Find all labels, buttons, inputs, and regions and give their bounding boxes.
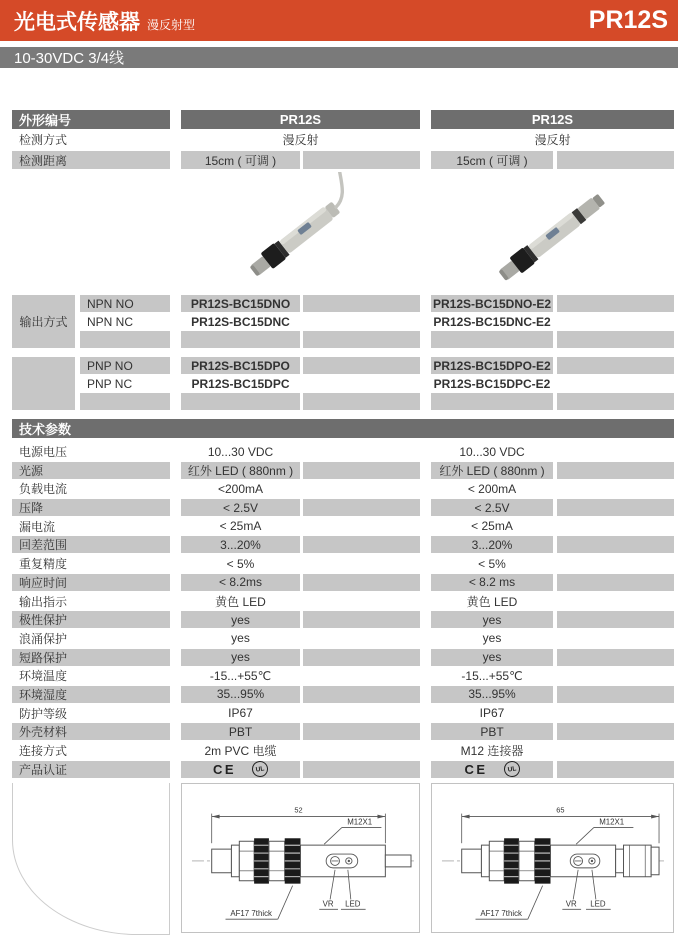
spacer-cell (303, 357, 420, 374)
rounded-corner-panel (12, 783, 170, 935)
tech-params-title: 技术参数 (12, 419, 674, 438)
tech-value-col1: 黄色 LED (215, 594, 266, 609)
svg-text:VR: VR (565, 899, 577, 909)
spacer-cell (557, 331, 674, 348)
tech-value-col2: 3...20% (431, 536, 553, 553)
tech-row-connection (12, 742, 674, 761)
tech-value-col2: yes (482, 631, 502, 646)
output-mode-label: 输出方式 (12, 295, 75, 348)
tech-value-col1: PBT (181, 723, 300, 740)
output-type-pnp-no: PNP NO (80, 357, 170, 374)
tech-label: 输出指示 (19, 594, 68, 609)
output-type-npn-no: NPN NO (80, 295, 170, 312)
tech-value-col1: 红外 LED ( 880nm ) (181, 462, 300, 479)
spacer-cell (303, 611, 420, 628)
tech-label: 短路保护 (12, 649, 170, 666)
ce-mark-icon: CE (464, 761, 488, 777)
spacer-cell (303, 649, 420, 666)
tech-label: 响应时间 (12, 574, 170, 591)
spacer-cell (181, 331, 300, 348)
tech-value-col1: <200mA (217, 481, 264, 496)
spacer-cell (303, 331, 420, 348)
tech-value-col2: < 8.2 ms (431, 574, 553, 591)
spacer-cell (557, 499, 674, 516)
svg-text:AF17 7thick: AF17 7thick (480, 909, 522, 919)
svg-text:LED: LED (345, 899, 361, 909)
tech-row-surge-protection (12, 630, 674, 649)
voltage-bar (0, 47, 678, 68)
ul-mark-icon: UL (251, 760, 269, 778)
tech-value-col1: < 8.2ms (181, 574, 300, 591)
spacer-cell (557, 151, 674, 169)
tech-row-hysteresis (12, 536, 674, 555)
detection-distance-col1: 15cm ( 可调 ) (181, 151, 300, 169)
output-pnp-group (12, 357, 674, 410)
tech-row-certification (12, 761, 674, 780)
model-npn-no-col1: PR12S-BC15DNO (181, 295, 300, 312)
ce-mark-icon: CE (212, 761, 237, 777)
tech-row-protection-rating (12, 705, 674, 724)
tech-value-col2: IP67 (479, 706, 505, 721)
spacer-cell (303, 499, 420, 516)
model-pnp-no-col2: PR12S-BC15DPO-E2 (431, 357, 553, 374)
tech-row-voltage-drop (12, 499, 674, 518)
output-mode-label-empty (12, 357, 75, 410)
spacer-cell (303, 723, 420, 740)
spacer-cell (80, 331, 170, 348)
spacer-cell (557, 536, 674, 553)
sensor-photo-cable-image (211, 172, 391, 292)
spacer-cell (303, 536, 420, 553)
tech-label: 负载电流 (19, 482, 68, 497)
tech-value-col2: yes (431, 611, 553, 628)
svg-text:AF17 7thick: AF17 7thick (230, 909, 272, 919)
tech-value-col1: < 5% (226, 556, 255, 571)
tech-params-table (0, 443, 678, 779)
tech-label: 压降 (12, 499, 170, 516)
spacer-cell (431, 393, 553, 410)
table-header-row (12, 110, 674, 128)
model-pnp-no-col1: PR12S-BC15DPO (181, 357, 300, 374)
tech-label: 浪涌保护 (19, 631, 68, 646)
output-type-pnp-nc: PNP NC (87, 376, 133, 391)
tech-row-housing-material (12, 723, 674, 742)
tech-value-col2: 35...95% (431, 686, 553, 703)
detection-distance-col2: 15cm ( 可调 ) (431, 151, 553, 169)
tech-row-response-time (12, 574, 674, 593)
detection-distance-label: 检测距离 (12, 151, 170, 169)
spacer-cell (303, 761, 420, 778)
spacer-cell (303, 393, 420, 410)
spacer-cell (557, 574, 674, 591)
spacer-cell (557, 357, 674, 374)
tech-row-light-source (12, 462, 674, 481)
output-type-npn-nc: NPN NC (87, 314, 134, 329)
tech-label: 重复精度 (19, 557, 68, 572)
svg-text:M12X1: M12X1 (599, 817, 625, 827)
product-photo-row (12, 169, 674, 295)
product-photo-connector (431, 169, 674, 295)
tech-value-col2: < 5% (478, 556, 506, 571)
tech-row-power (12, 443, 674, 462)
spacer-cell (557, 462, 674, 479)
spacer-cell (303, 462, 420, 479)
tech-label: 产品认证 (12, 761, 170, 778)
spacer-cell (303, 151, 420, 169)
model-npn-nc-col1: PR12S-BC15DNC (191, 314, 290, 329)
tech-row-ambient-humidity (12, 686, 674, 705)
ul-mark-icon: UL (502, 760, 520, 778)
tech-value-col1: -15...+55℃ (209, 668, 272, 683)
tech-value-col2: 10...30 VDC (459, 444, 525, 459)
tech-label: 回差范围 (12, 536, 170, 553)
tech-row-polarity-protection (12, 611, 674, 630)
page-title: 光电式传感器 (14, 10, 140, 34)
column-header-2: PR12S (431, 110, 674, 129)
tech-value-col2: PBT (431, 723, 553, 740)
drawing-row (12, 783, 674, 935)
spacer-cell (303, 295, 420, 312)
tech-value-col2: yes (431, 649, 553, 666)
model-npn-nc-col2: PR12S-BC15DNC-E2 (433, 314, 551, 329)
spacer-cell (557, 649, 674, 666)
tech-value-col2: < 200mA (467, 481, 517, 496)
voltage-bar-label: 10-30VDC 3/4线 (14, 50, 125, 67)
tech-row-ambient-temperature (12, 667, 674, 686)
tech-value-col1: yes (181, 649, 300, 666)
tech-label: 环境湿度 (12, 686, 170, 703)
tech-label: 环境温度 (19, 669, 68, 684)
spacer-cell (557, 686, 674, 703)
tech-row-leakage (12, 518, 674, 537)
svg-text:M12X1: M12X1 (347, 817, 373, 827)
detection-distance-row (12, 151, 674, 169)
cert-icons-col2 (431, 761, 553, 778)
tech-value-col2: 红外 LED ( 880nm ) (431, 462, 553, 479)
detection-mode-row (12, 128, 674, 151)
tech-value-col1: < 2.5V (181, 499, 300, 516)
model-pnp-nc-col1: PR12S-BC15DPC (191, 376, 290, 391)
svg-text:65: 65 (556, 805, 565, 815)
detection-mode-col2: 漫反射 (534, 133, 571, 147)
tech-label: 光源 (12, 462, 170, 479)
tech-value-col1: 10...30 VDC (207, 444, 274, 459)
tech-value-col2: < 2.5V (431, 499, 553, 516)
tech-value-col2: < 25mA (471, 519, 513, 534)
tech-row-load-current (12, 480, 674, 499)
dimension-drawing-cable-image (182, 784, 419, 932)
model-name: PR12S (588, 6, 668, 34)
tech-value-col1: 2m PVC 电缆 (204, 744, 277, 758)
tech-label: 连接方式 (19, 744, 68, 758)
corner-header: 外形编号 (12, 110, 170, 129)
dimension-drawing-cable (181, 783, 420, 933)
tech-label: 漏电流 (19, 519, 56, 534)
product-photo-cable (181, 169, 420, 295)
tech-row-output-indicator (12, 593, 674, 612)
tech-value-col1: 3...20% (181, 536, 300, 553)
spacer-cell (557, 611, 674, 628)
tech-label: 外壳材料 (12, 723, 170, 740)
svg-text:LED: LED (590, 899, 606, 909)
tech-label: 极性保护 (12, 611, 170, 628)
spacer-cell (557, 295, 674, 312)
spacer-cell (557, 393, 674, 410)
spacer-cell (303, 574, 420, 591)
tech-row-repeatability (12, 555, 674, 574)
tech-label: 电源电压 (19, 445, 68, 459)
tech-row-short-circuit-protection (12, 649, 674, 668)
tech-value-col1: yes (181, 611, 300, 628)
tech-value-col2: M12 连接器 (460, 744, 524, 758)
tech-value-col2: -15...+55℃ (461, 668, 523, 683)
model-pnp-nc-col2: PR12S-BC15DPC-E2 (433, 376, 551, 391)
page-header (0, 0, 678, 41)
tech-value-col1: < 25mA (219, 519, 262, 534)
output-npn-group (12, 295, 674, 348)
dimension-drawing-connector-image (432, 784, 669, 932)
svg-text:52: 52 (294, 805, 303, 815)
spacer-cell (80, 393, 170, 410)
svg-text:VR: VR (322, 899, 334, 909)
page-subtitle: 漫反射型 (147, 17, 196, 32)
cert-icons-col1 (181, 761, 300, 778)
sensor-photo-connector-image (463, 172, 643, 292)
tech-value-col2: 黄色 LED (466, 594, 518, 609)
tech-value-col1: IP67 (228, 706, 253, 721)
spacer-cell (557, 723, 674, 740)
tech-params-header (12, 419, 674, 438)
spacer-cell (431, 331, 553, 348)
dimension-drawing-connector (431, 783, 674, 933)
detection-mode-label: 检测方式 (19, 133, 68, 147)
tech-label: 防护等级 (19, 706, 68, 721)
model-npn-no-col2: PR12S-BC15DNO-E2 (432, 296, 552, 311)
tech-value-col1: yes (231, 631, 250, 646)
spacer-cell (303, 686, 420, 703)
spacer-cell (181, 393, 300, 410)
detection-mode-col1: 漫反射 (282, 133, 319, 147)
column-header-1: PR12S (181, 110, 420, 129)
spacer-cell (557, 761, 674, 778)
tech-value-col1: 35...95% (181, 686, 300, 703)
